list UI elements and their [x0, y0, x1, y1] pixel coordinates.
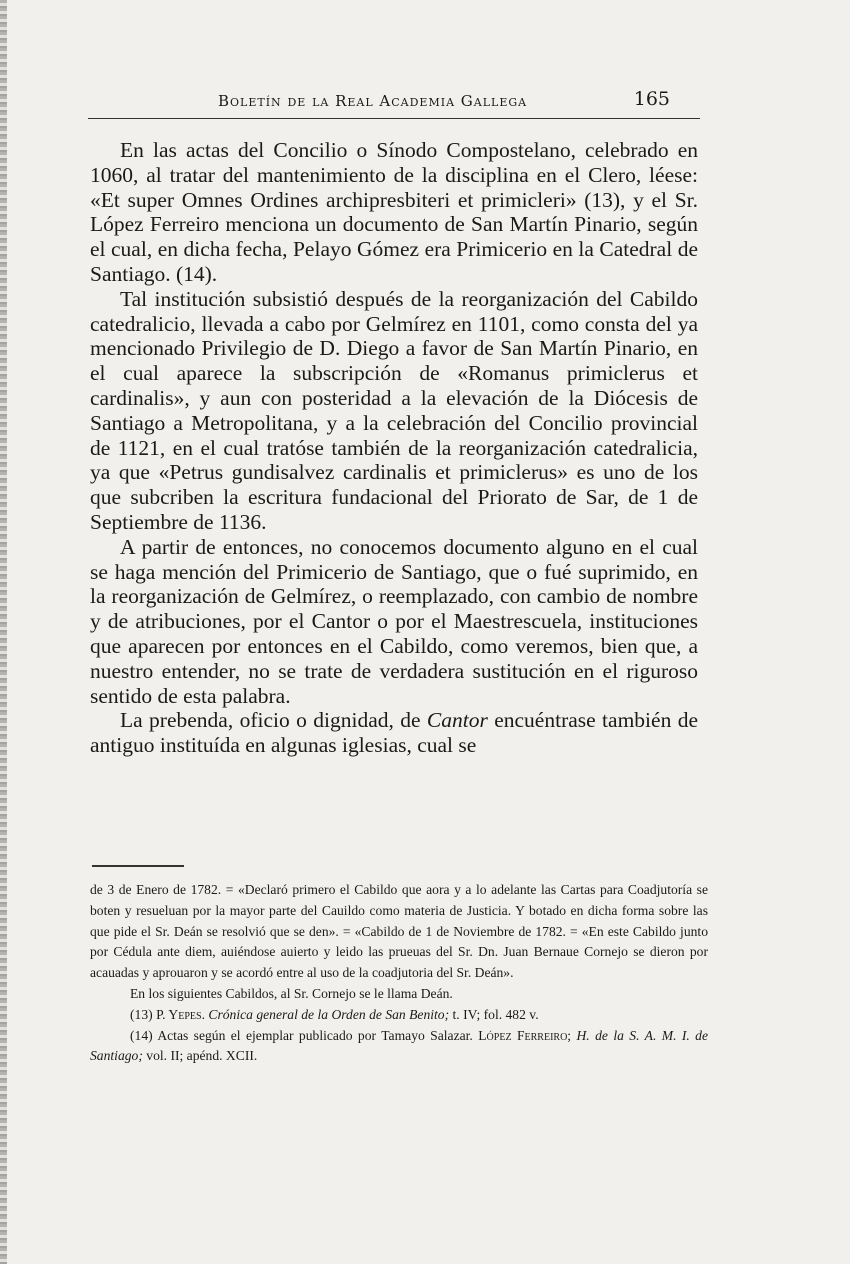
footnote-rule [92, 865, 184, 867]
footnote-13-rest: t. IV; fol. 482 v. [452, 1006, 539, 1022]
footnote-13-number: (13) [130, 1006, 153, 1022]
footnote-14 [90, 1026, 708, 1068]
header-rule [88, 118, 700, 119]
running-header [88, 88, 700, 118]
footnote-14-text: Actas según el ejemplar publicado por Tamayo Salazar. [157, 1027, 473, 1043]
footnotes [90, 880, 708, 1067]
paragraph-1: En las actas del Concilio o Sínodo Compostelano, celebrado en 1060, al tratar del mantenimiento de la disciplina en el Clero, léese: «Et super Omnes Ordines archipresbiteri et primicleri» (13), y el Sr. López Ferreiro menciona un documento de San Martín Pinario, según el cual, en dicha fecha, Pelayo Gómez era Primicerio en la Catedral de Santiago. (14). [90, 138, 698, 286]
paragraph-4: La prebenda, oficio o dignidad, de Cantor encuéntrase también de antiguo instituída en algunas iglesias, cual se [90, 708, 698, 758]
main-text [90, 138, 698, 758]
footnote-14-number: (14) [130, 1027, 153, 1043]
footnote-continuation: de 3 de Enero de 1782. = «Declaró primero el Cabildo que aora y a lo adelante las Cartas para Coadjutoría se boten y resueluan por la mayor parte del Cauildo como materia de Justicia. Y botado en dicha forma sobre las que pide el Sr. Deán se resolvió que se den». = «Cabildo de 1 de Noviembre de 1782. = «En este Cabildo junto por Cédula ante diem, auiéndose auierto y leido las prueuas del Sr. Dn. Juan Bernaue Cornejo se dieron por acauadas y aprouaron y se acordó entre al uso de la coadjutoria del Sr. Deán». [90, 882, 708, 981]
footnote-14-author: López Ferreiro; [478, 1027, 572, 1043]
page-number: 165 [633, 88, 670, 110]
scan-binding-edge [0, 0, 7, 1264]
footnote-14-title: H. de la S. A. M. I. de Santiago; [90, 1027, 709, 1064]
journal-title: Boletín de la Real Academia Gallega [218, 92, 528, 110]
footnote-13-author: P. Yepes. [156, 1006, 205, 1022]
italic-term: Cantor [426, 708, 488, 733]
footnote-cornejo: En los siguientes Cabildos, al Sr. Cornejo se le llama Deán. [130, 985, 453, 1001]
footnote-14-rest: vol. II; apénd. XCII. [146, 1048, 258, 1064]
paragraph-3: A partir de entonces, no conocemos documento alguno en el cual se haga mención del Primicerio de Santiago, que o fué suprimido, en la reorganización de Gelmírez, o reemplazado, con cambio de nombre y de atribuciones, por el Cantor o por el Maestrescuela, instituciones que aparecen por entonces en el Cabildo, como veremos, bien que, a nuestro entender, no se trate de verdadera sustitución en el riguroso sentido de esta palabra. [90, 534, 698, 708]
footnote-13 [90, 1005, 708, 1026]
paragraph-2: Tal institución subsistió después de la reorganización del Cabildo catedralicio, llevada a cabo por Gelmírez en 1101, como consta del ya mencionado Privilegio de D. Diego a favor de San Martín Pinario, en el cual aparece la subscripción de «Romanus primiclerus et cardinalis», y aun con posteridad a la elevación de la Diócesis de Santiago a Metropolitana, y a la celebración del Concilio provincial de 1121, en el cual tratóse también de la reorganización catedralicia, ya que «Petrus gundisalvez cardinalis et primiclerus» es uno de los que subcriben la escritura fundacional del Priorato de Sar, de 1 de Septiembre de 1136. [90, 286, 698, 534]
footnote-13-title: Crónica general de la Orden de San Benito; [208, 1006, 450, 1022]
